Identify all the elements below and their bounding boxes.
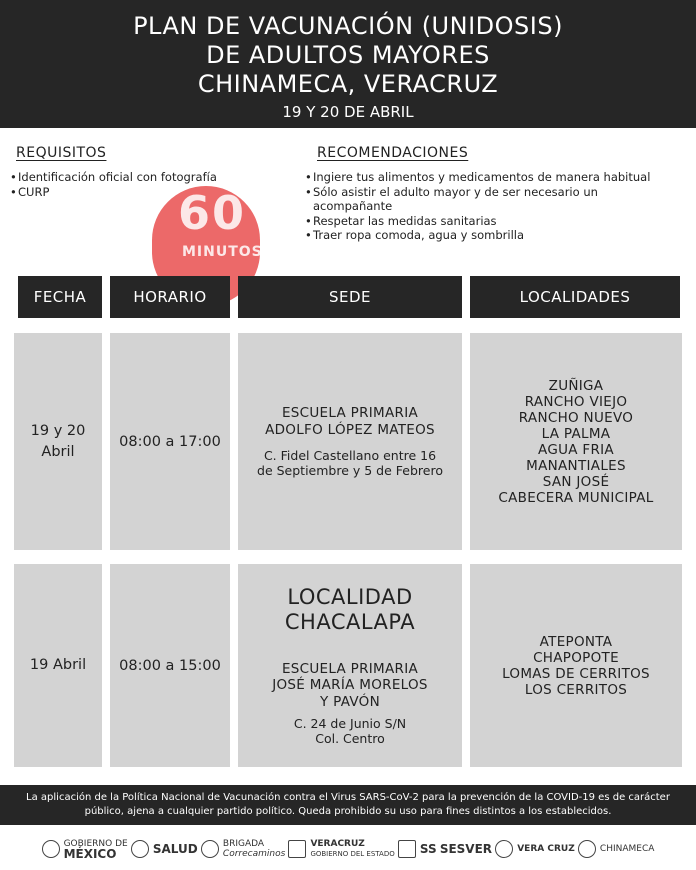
row2-sede-cell [238, 564, 462, 767]
list-item: MANANTIALES [526, 457, 626, 474]
watermark-text: MINUTOS.INFO [182, 244, 312, 260]
list-item: CABECERA MUNICIPAL [498, 489, 654, 506]
gobierno-label-a: GOBIERNO DE [63, 839, 128, 849]
row2-fecha: 19 Abril [29, 657, 87, 673]
header-banner [0, 0, 696, 128]
watermark-number: 60 [178, 186, 247, 240]
brigada-label-a: BRIGADA [222, 839, 265, 849]
row1-localidades-cell [470, 333, 682, 550]
veracruz-label-a: VERACRUZ [310, 839, 365, 849]
row1-horario: 08:00 a 17:00 [119, 433, 221, 450]
row1-fecha-cell [14, 333, 102, 550]
chinameca-icon [578, 840, 596, 858]
row1-sede-line1: ESCUELA PRIMARIA [281, 405, 419, 421]
row1-sede-line2: ADOLFO LÓPEZ MATEOS [265, 421, 435, 438]
salud-seal-icon [131, 840, 149, 858]
header-localidades: LOCALIDADES [470, 276, 680, 318]
footer-text: La aplicación de la Política Nacional de Vacunación contra el Virus SARS-CoV-2 para la prevención de la COVID-19 es de carácter público, ajena a cualquier partido político. Queda prohibido su uso para fines distintos a los establecidos. [26, 792, 670, 817]
list-item: • Traer ropa comoda, agua y sombrilla [305, 228, 650, 243]
eagle-seal-icon [42, 840, 60, 858]
list-item: • Respetar las medidas sanitarias [305, 214, 650, 229]
row2-sede-line3: Y PAVÓN [319, 693, 380, 710]
list-item: SAN JOSÉ [542, 473, 610, 490]
row1-horario-cell [110, 333, 230, 550]
list-item: AGUA FRIA [538, 441, 614, 458]
row1-fecha: 19 y 20 Abril [30, 422, 86, 460]
ss-logo [398, 840, 437, 858]
list-item: CHAPOPOTE [533, 649, 619, 666]
recomendaciones-list [305, 170, 650, 243]
row1-sede-cell [238, 333, 462, 550]
chinameca-logo [578, 840, 655, 858]
row2-horario: 08:00 a 15:00 [119, 657, 221, 674]
list-item: RANCHO NUEVO [518, 409, 634, 426]
list-item: ATEPONTA [539, 633, 613, 650]
title-line-2: DE ADULTOS MAYORES [206, 41, 490, 69]
list-item: • Identificación oficial con fotografía [10, 170, 217, 185]
requisitos-title: REQUISITOS [16, 145, 107, 161]
gobierno-label-b: MÉXICO [63, 847, 117, 861]
header-horario: HORARIO [110, 276, 230, 318]
list-item: • Ingiere tus alimentos y medicamentos de manera habitual [305, 170, 650, 185]
salud-label: SALUD [152, 842, 198, 856]
list-item: RANCHO VIEJO [524, 393, 628, 410]
gobierno-mexico-logo [42, 839, 128, 859]
header-fecha: FECHA [18, 276, 102, 318]
recomendaciones-title: RECOMENDACIONES [317, 145, 469, 161]
salud-logo [131, 840, 198, 858]
sesver-label: SESVER [439, 842, 493, 856]
row2-localidad-title [285, 585, 415, 635]
chinameca-label: CHINAMECA [599, 844, 655, 854]
vera-flower-icon [495, 840, 513, 858]
footer-disclaimer [0, 785, 696, 825]
sesver-logo [440, 842, 492, 856]
list-item: • CURP [10, 185, 217, 200]
row2-localidades-cell [470, 564, 682, 767]
vera-logo [495, 840, 575, 858]
ss-shield-icon [398, 840, 416, 858]
list-item: LA PALMA [541, 425, 611, 442]
row2-localidad-line1: LOCALIDAD [287, 584, 413, 609]
ss-label: SS [419, 842, 437, 856]
list-item: ZUÑIGA [548, 377, 604, 394]
row1-address: C. Fidel Castellano entre 16 de Septiembre y 5 de Febrero [257, 448, 443, 478]
vera-label: VERA CRUZ [517, 844, 575, 854]
logo-strip [0, 828, 696, 870]
row2-sede-line1: ESCUELA PRIMARIA [281, 660, 419, 677]
veracruz-logo [288, 839, 394, 859]
brigada-logo [201, 839, 285, 859]
title-line-3: CHINAMECA, VERACRUZ [197, 70, 499, 98]
list-item-continuation: acompañante [313, 199, 393, 213]
list-item: LOS CERRITOS [524, 681, 628, 698]
list-item: LOMAS DE CERRITOS [502, 665, 650, 682]
row2-address-line1: C. 24 de Junio S/N [293, 716, 407, 732]
veracruz-shield-icon [288, 840, 306, 858]
brigada-label-b: Correcaminos [222, 849, 286, 859]
veracruz-label-b: GOBIERNO DEL ESTADO [310, 850, 395, 858]
row2-horario-cell [110, 564, 230, 767]
title-line-1: PLAN DE VACUNACIÓN (UNIDOSIS) [133, 12, 563, 40]
row2-localidad-line2: CHACALAPA [284, 609, 416, 634]
header-sede: SEDE [238, 276, 462, 318]
row2-address-line2: Col. Centro [315, 731, 385, 747]
row2-fecha-cell [14, 564, 102, 767]
list-item: • Sólo asistir el adulto mayor y de ser necesario un [305, 185, 650, 200]
brigada-icon [201, 840, 219, 858]
date-line: 19 Y 20 DE ABRIL [282, 103, 414, 121]
row2-sede-line2: JOSÉ MARÍA MORELOS [272, 677, 428, 694]
